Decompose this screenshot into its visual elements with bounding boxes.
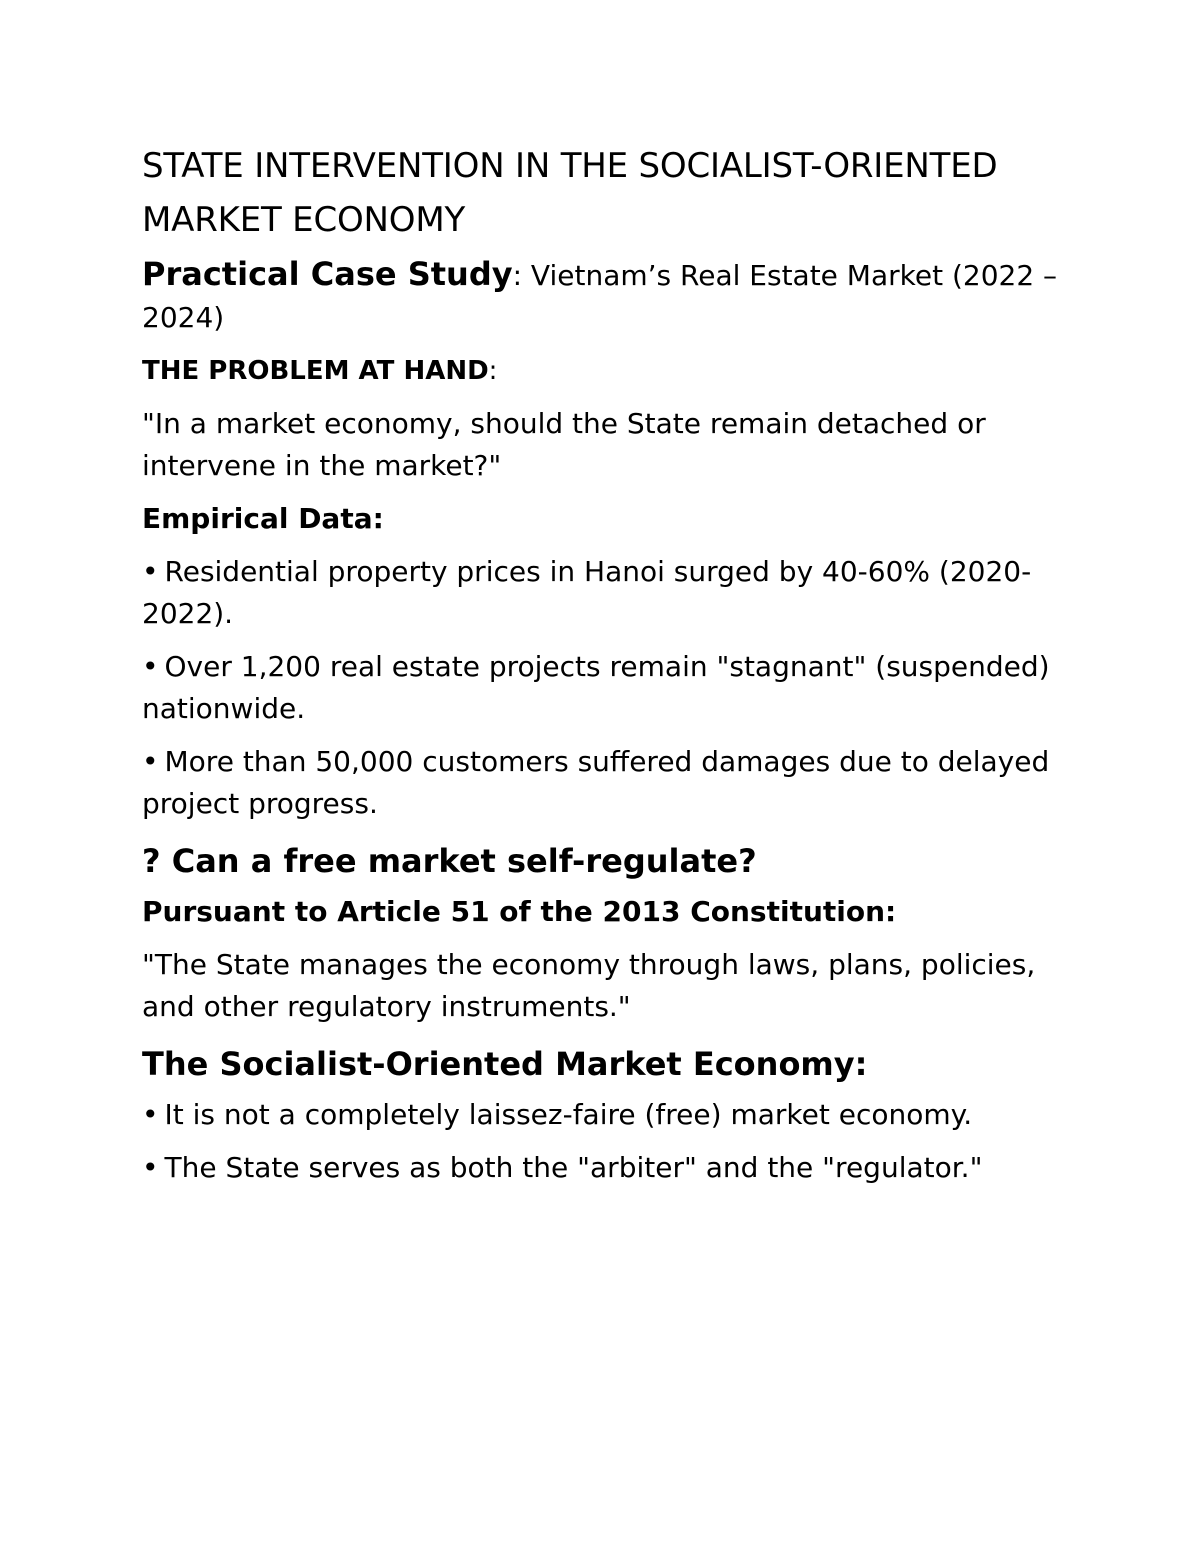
list-item-text: It is not a completely laissez-faire (free) market economy. bbox=[164, 1098, 973, 1131]
constitution-quote: "The State manages the economy through laws, plans, policies, and other regulatory instruments." bbox=[142, 948, 1036, 1023]
list-item bbox=[142, 646, 1072, 730]
list-item-text: Residential property prices in Hanoi surged by 40-60% (2020-2022). bbox=[142, 555, 1032, 630]
problem-heading bbox=[142, 350, 1072, 392]
document-title: STATE INTERVENTION IN THE SOCIALIST-ORIENTED MARKET ECONOMY bbox=[142, 146, 998, 240]
list-item bbox=[142, 551, 1072, 635]
question-heading: ? Can a free market self-regulate? bbox=[142, 842, 757, 880]
empirical-data-heading: Empirical Data: bbox=[142, 502, 384, 535]
problem-separator: : bbox=[488, 356, 498, 386]
case-study-label: Practical Case Study bbox=[142, 255, 513, 293]
socialist-economy-heading: The Socialist-Oriented Market Economy: bbox=[142, 1045, 868, 1083]
list-item-text: The State serves as both the "arbiter" and the "regulator." bbox=[164, 1151, 983, 1184]
bullet-icon: • bbox=[142, 1098, 159, 1131]
list-item bbox=[142, 741, 1072, 825]
list-item bbox=[142, 1094, 1072, 1136]
case-study-line bbox=[142, 253, 1072, 339]
list-item-text: Over 1,200 real estate projects remain "stagnant" (suspended) nationwide. bbox=[142, 650, 1050, 725]
problem-label: THE PROBLEM AT HAND bbox=[142, 356, 489, 386]
list-item bbox=[142, 1147, 1072, 1189]
bullet-icon: • bbox=[142, 1151, 159, 1184]
constitution-heading: Pursuant to Article 51 of the 2013 Constitution: bbox=[142, 895, 897, 928]
list-item-text: More than 50,000 customers suffered damages due to delayed project progress. bbox=[142, 745, 1050, 820]
bullet-icon: • bbox=[142, 745, 159, 778]
case-study-separator: : bbox=[512, 259, 523, 292]
bullet-icon: • bbox=[142, 555, 159, 588]
bullet-icon: • bbox=[142, 650, 159, 683]
document-body bbox=[142, 139, 1072, 1200]
case-study-text: Vietnam’s Real Estate Market (2022 – 2024) bbox=[142, 259, 1058, 334]
problem-question: "In a market economy, should the State remain detached or intervene in the market?" bbox=[142, 407, 986, 482]
